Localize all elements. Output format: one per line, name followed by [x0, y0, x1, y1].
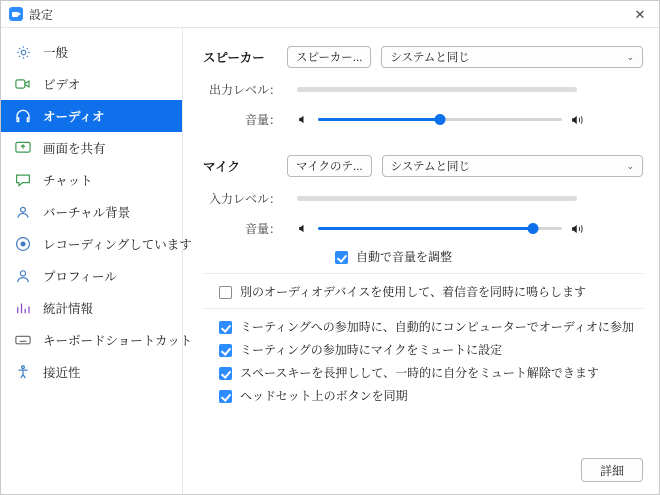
- person-background-icon: [13, 202, 33, 222]
- title-bar-left: [9, 6, 53, 23]
- sidebar-item-virtual-background[interactable]: [1, 196, 182, 228]
- advanced-button[interactable]: 詳細: [581, 458, 643, 482]
- sync-headset-buttons-label: ヘッドセット上のボタンを同期: [240, 389, 408, 403]
- speaker-volume-row: [203, 111, 643, 128]
- chevron-down-icon: ⌄: [626, 51, 634, 62]
- separate-audio-device-row[interactable]: [219, 285, 643, 299]
- space-to-unmute-label: スペースキーを長押しして、一時的に自分をミュート解除できます: [240, 366, 599, 380]
- mic-input-level-row: [203, 190, 643, 207]
- sidebar-item-label: 一般: [43, 46, 69, 60]
- test-speaker-button[interactable]: スピーカー...: [287, 46, 371, 68]
- audio-settings-panel: [183, 28, 659, 494]
- speaker-device-row: [203, 46, 643, 68]
- test-mic-button[interactable]: マイクのテ...: [287, 155, 372, 177]
- sidebar-item-video[interactable]: [1, 68, 182, 100]
- speaker-low-icon: [297, 113, 310, 126]
- close-icon[interactable]: ✕: [634, 6, 646, 22]
- speaker-section-label: スピーカー: [203, 51, 265, 65]
- window-title: 設定: [29, 7, 54, 22]
- auto-adjust-volume-label: 自動で音量を調整: [356, 250, 453, 264]
- sync-headset-buttons-checkbox[interactable]: [219, 390, 232, 403]
- sidebar: [1, 28, 193, 494]
- mute-on-join-checkbox[interactable]: [219, 344, 232, 357]
- divider: [203, 273, 643, 274]
- speaker-volume-slider[interactable]: [318, 112, 562, 128]
- sidebar-item-label: レコーディングしています: [43, 238, 192, 252]
- accessibility-icon: [13, 362, 33, 382]
- auto-join-audio-label: ミーティングへの参加時に、自動的にコンピューターでオーディオに参加: [240, 320, 634, 334]
- space-to-unmute-checkbox[interactable]: [219, 367, 232, 380]
- sidebar-item-audio[interactable]: [1, 100, 182, 132]
- sidebar-item-label: 接近性: [43, 366, 81, 380]
- input-level-meter: [297, 196, 577, 201]
- input-level-label: 入力レベル：: [208, 192, 281, 206]
- mute-on-join-label: ミーティングの参加時にマイクをミュートに設定: [240, 343, 503, 357]
- option-row-space-to-unmute[interactable]: [219, 366, 643, 380]
- speaker-device-select[interactable]: [381, 46, 643, 68]
- sidebar-item-label: ビデオ: [43, 78, 81, 92]
- auto-adjust-volume-row[interactable]: [335, 250, 643, 264]
- sidebar-item-label: オーディオ: [43, 110, 105, 124]
- headphones-icon: [13, 106, 33, 126]
- record-circle-icon: [13, 234, 33, 254]
- sidebar-item-statistics[interactable]: [1, 292, 182, 324]
- screen-share-icon: [13, 138, 33, 158]
- sidebar-item-recording[interactable]: [1, 228, 192, 260]
- mic-volume-label: 音量：: [244, 222, 281, 236]
- option-row-mute-on-join[interactable]: [219, 343, 643, 357]
- video-camera-icon: [13, 74, 33, 94]
- speaker-high-icon: [570, 222, 587, 236]
- separate-audio-device-label: 別のオーディオデバイスを使用して、着信音を同時に鳴らします: [240, 285, 586, 299]
- sidebar-item-screen-share[interactable]: [1, 132, 182, 164]
- mic-section-label: マイク: [203, 160, 241, 174]
- separate-audio-device-checkbox[interactable]: [219, 286, 232, 299]
- sidebar-item-label: 統計情報: [43, 302, 94, 316]
- chat-bubble-icon: [13, 170, 33, 190]
- chevron-down-icon: ⌄: [626, 160, 634, 171]
- speaker-high-icon: [570, 113, 587, 127]
- keyboard-icon: [13, 330, 33, 350]
- mic-volume-slider[interactable]: [318, 221, 562, 237]
- auto-adjust-volume-checkbox[interactable]: [335, 251, 348, 264]
- sidebar-item-chat[interactable]: [1, 164, 182, 196]
- bar-chart-icon: [13, 298, 33, 318]
- mic-volume-control: [297, 221, 587, 237]
- person-icon: [13, 266, 33, 286]
- output-level-meter: [297, 87, 577, 92]
- mic-device-value: システムと同じ: [390, 161, 470, 173]
- speaker-volume-label: 音量：: [244, 113, 281, 127]
- mic-volume-row: [203, 220, 643, 237]
- sidebar-item-accessibility[interactable]: [1, 356, 182, 388]
- gear-icon: [13, 42, 33, 62]
- sidebar-item-keyboard-shortcuts[interactable]: [1, 324, 193, 356]
- sidebar-item-label: バーチャル背景: [43, 206, 131, 220]
- option-row-sync-headset-buttons[interactable]: [219, 389, 643, 403]
- speaker-output-level-row: [203, 81, 643, 98]
- sidebar-item-label: プロフィール: [43, 270, 117, 284]
- speaker-volume-control: [297, 112, 587, 128]
- window-body: [1, 28, 659, 494]
- mic-device-select[interactable]: [382, 155, 643, 177]
- footer: [581, 458, 643, 482]
- sidebar-item-profile[interactable]: [1, 260, 182, 292]
- option-row-auto-join-audio[interactable]: [219, 320, 643, 334]
- mic-device-row: [203, 155, 643, 177]
- sidebar-item-label: 画面を共有: [43, 142, 106, 156]
- title-bar: [1, 1, 659, 28]
- sidebar-item-general[interactable]: [1, 36, 182, 68]
- speaker-device-value: システムと同じ: [390, 52, 470, 64]
- sidebar-item-label: チャット: [43, 174, 93, 188]
- sidebar-item-label: キーボードショートカット: [43, 334, 193, 348]
- auto-join-audio-checkbox[interactable]: [219, 321, 232, 334]
- divider: [203, 308, 643, 309]
- zoom-logo-icon: [9, 7, 23, 21]
- speaker-low-icon: [297, 222, 310, 235]
- output-level-label: 出力レベル：: [208, 83, 281, 97]
